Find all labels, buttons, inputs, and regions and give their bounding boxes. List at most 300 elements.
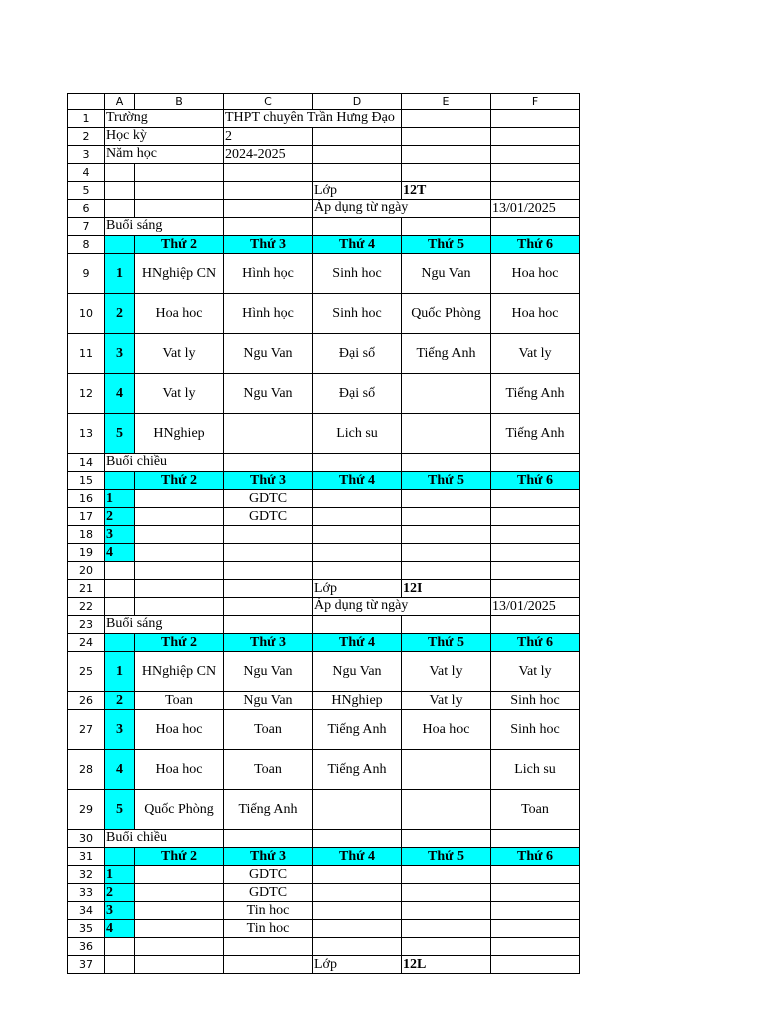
sheet-cell[interactable] [135,526,224,544]
row-number[interactable]: 37 [68,956,105,974]
sheet-cell[interactable] [105,634,135,652]
sheet-cell[interactable]: Hình học [224,254,313,294]
sheet-cell[interactable]: Tiếng Anh [491,414,580,454]
sheet-cell[interactable]: Thứ 2 [135,236,224,254]
sheet-cell[interactable] [402,526,491,544]
sheet-cell[interactable] [491,128,580,146]
sheet-row [68,956,580,974]
sheet-cell[interactable]: Hoa hoc [135,750,224,790]
sheet-cell[interactable]: Lớp [313,956,402,974]
cell-text: THPT chuyên Trần Hưng Đạo [225,110,395,125]
sheet-cell[interactable] [313,544,402,562]
sheet-row [68,254,580,294]
sheet-cell[interactable]: Lich su [313,414,402,454]
sheet-row [68,374,580,414]
sheet-cell[interactable]: Vat ly [135,374,224,414]
sheet-cell[interactable] [224,616,313,634]
sheet-row [68,200,580,218]
sheet-cell[interactable]: Đại số [313,374,402,414]
sheet-row [68,294,580,334]
sheet-cell[interactable] [491,218,580,236]
sheet-row [68,236,580,254]
sheet-cell[interactable]: Tiếng Anh [313,750,402,790]
sheet-cell[interactable]: Sinh hoc [491,692,580,710]
sheet-row [68,790,580,830]
sheet-cell[interactable]: Sinh hoc [491,710,580,750]
sheet-cell[interactable]: Lớp [313,182,402,200]
sheet-cell[interactable]: Thứ 6 [491,472,580,490]
sheet-cell[interactable]: Thứ 5 [402,848,491,866]
row-number[interactable]: 25 [68,652,105,692]
sheet-cell[interactable] [224,110,402,128]
row-number[interactable]: 35 [68,920,105,938]
row-number[interactable]: 20 [68,562,105,580]
sheet-cell[interactable] [491,146,580,164]
sheet-cell[interactable] [105,236,135,254]
sheet-row [68,414,580,454]
sheet-cell[interactable] [105,938,135,956]
sheet-cell[interactable]: 1 [105,490,135,508]
sheet-cell[interactable] [402,902,491,920]
sheet-cell[interactable]: Tiếng Anh [313,710,402,750]
row-number[interactable]: 22 [68,598,105,616]
sheet-cell[interactable] [105,830,224,848]
sheet-cell[interactable]: HNghiệp CN [135,254,224,294]
cell-text: Trường [106,110,148,125]
sheet-cell[interactable]: 3 [105,526,135,544]
sheet-cell[interactable] [313,218,402,236]
sheet-cell[interactable]: HNghiep [313,692,402,710]
sheet-cell[interactable] [491,544,580,562]
sheet-cell[interactable]: 1 [105,254,135,294]
sheet-cell[interactable]: Quốc Phòng [402,294,491,334]
sheet-cell[interactable] [313,508,402,526]
sheet-cell[interactable]: Thứ 6 [491,848,580,866]
sheet-cell[interactable] [402,146,491,164]
sheet-row [68,164,580,182]
sheet-cell[interactable] [313,526,402,544]
row-number[interactable]: 9 [68,254,105,294]
sheet-cell[interactable] [491,956,580,974]
row-number[interactable]: 19 [68,544,105,562]
sheet-cell[interactable] [135,508,224,526]
row-number[interactable]: 32 [68,866,105,884]
sheet-cell[interactable]: Tiếng Anh [224,790,313,830]
sheet-row [68,490,580,508]
sheet-cell[interactable]: Ngu Van [224,692,313,710]
sheet-cell[interactable] [135,884,224,902]
sheet-cell[interactable]: Tiếng Anh [491,374,580,414]
sheet-cell[interactable]: 2 [105,692,135,710]
row-number[interactable]: 17 [68,508,105,526]
sheet-row [68,938,580,956]
row-number[interactable]: 36 [68,938,105,956]
column-header-e[interactable]: E [402,94,491,110]
sheet-cell[interactable] [105,146,224,164]
sheet-cell[interactable]: Ngu Van [224,652,313,692]
sheet-cell[interactable] [491,616,580,634]
sheet-cell[interactable] [105,454,224,472]
sheet-cell[interactable]: Thứ 4 [313,634,402,652]
sheet-cell[interactable]: Hoa hoc [135,294,224,334]
sheet-row [68,182,580,200]
sheet-cell[interactable] [313,200,491,218]
sheet-cell[interactable] [224,454,313,472]
sheet-cell[interactable]: 1 [105,652,135,692]
sheet-cell[interactable] [402,218,491,236]
row-number[interactable]: 18 [68,526,105,544]
sheet-cell[interactable] [491,580,580,598]
sheet-row [68,634,580,652]
sheet-cell[interactable] [105,200,135,218]
sheet-cell[interactable]: Ngu Van [224,374,313,414]
row-number[interactable]: 30 [68,830,105,848]
sheet-cell[interactable] [105,472,135,490]
sheet-cell[interactable] [402,164,491,182]
row-number[interactable]: 28 [68,750,105,790]
sheet-cell[interactable] [491,884,580,902]
sheet-cell[interactable]: Toan [224,750,313,790]
sheet-cell[interactable] [105,218,224,236]
sheet-cell[interactable] [224,598,313,616]
row-number[interactable]: 33 [68,884,105,902]
sheet-cell[interactable]: 4 [105,374,135,414]
sheet-cell[interactable]: 12L [402,956,491,974]
sheet-cell[interactable] [313,146,402,164]
sheet-cell[interactable]: Toan [491,790,580,830]
sheet-row [68,508,580,526]
sheet-cell[interactable]: Thứ 3 [224,472,313,490]
row-number[interactable]: 15 [68,472,105,490]
sheet-row [68,616,580,634]
sheet-row [68,544,580,562]
sheet-cell[interactable]: Ngu Van [402,254,491,294]
sheet-cell[interactable]: HNghiep [135,414,224,454]
sheet-cell[interactable] [135,490,224,508]
row-number[interactable]: 16 [68,490,105,508]
sheet-cell[interactable] [224,830,313,848]
sheet-cell[interactable] [491,508,580,526]
sheet-cell[interactable]: Thứ 4 [313,236,402,254]
sheet-cell[interactable]: 2 [105,294,135,334]
column-header-f[interactable]: F [491,94,580,110]
sheet-cell[interactable]: 2 [105,508,135,526]
sheet-cell[interactable] [135,164,224,182]
sheet-cell[interactable] [491,920,580,938]
sheet-cell[interactable] [224,562,313,580]
sheet-cell[interactable] [135,938,224,956]
sheet-cell[interactable] [402,374,491,414]
sheet-cell[interactable]: Thứ 2 [135,634,224,652]
sheet-row [68,562,580,580]
sheet-cell[interactable]: Thứ 3 [224,634,313,652]
row-number[interactable]: 2 [68,128,105,146]
sheet-cell[interactable]: Sinh hoc [313,294,402,334]
sheet-cell[interactable] [135,902,224,920]
row-number[interactable]: 23 [68,616,105,634]
sheet-cell[interactable] [313,830,402,848]
sheet-cell[interactable] [135,562,224,580]
sheet-cell[interactable]: Lớp [313,580,402,598]
sheet-cell[interactable]: Hoa hoc [491,254,580,294]
cell-text: Áp dụng từ ngày [314,200,409,215]
sheet-cell[interactable]: Ngu Van [224,334,313,374]
sheet-cell[interactable] [402,508,491,526]
sheet-cell[interactable]: Thứ 2 [135,848,224,866]
sheet-row [68,580,580,598]
sheet-cell[interactable]: 3 [105,902,135,920]
sheet-cell[interactable] [313,128,402,146]
sheet-cell[interactable] [105,580,135,598]
row-number[interactable]: 34 [68,902,105,920]
sheet-cell[interactable]: Ngu Van [313,652,402,692]
sheet-cell[interactable] [491,902,580,920]
sheet-cell[interactable]: Đại số [313,334,402,374]
sheet-cell[interactable]: Tin hoc [224,920,313,938]
sheet-row [68,472,580,490]
sheet-cell[interactable]: Thứ 3 [224,848,313,866]
sheet-cell[interactable] [313,164,402,182]
cell-text: Áp dụng từ ngày [314,598,409,613]
sheet-cell[interactable] [402,110,491,128]
sheet-cell[interactable] [402,454,491,472]
sheet-cell[interactable]: Vat ly [491,334,580,374]
sheet-cell[interactable]: GDTC [224,490,313,508]
sheet-cell[interactable] [491,866,580,884]
sheet-cell[interactable] [224,414,313,454]
sheet-cell[interactable] [313,790,402,830]
sheet-cell[interactable] [402,920,491,938]
sheet-cell[interactable]: Tin hoc [224,902,313,920]
sheet-cell[interactable] [224,938,313,956]
sheet-cell[interactable] [402,750,491,790]
sheet-cell[interactable]: Toan [224,710,313,750]
sheet-cell[interactable] [105,848,135,866]
sheet-cell[interactable] [402,128,491,146]
cell-text: Buổi chiều [106,454,168,469]
sheet-cell[interactable]: Vat ly [491,652,580,692]
sheet-cell[interactable]: Thứ 5 [402,472,491,490]
sheet-row [68,218,580,236]
sheet-row [68,848,580,866]
row-number[interactable]: 14 [68,454,105,472]
sheet-cell[interactable]: Tiếng Anh [402,334,491,374]
sheet-cell[interactable]: GDTC [224,508,313,526]
sheet-cell[interactable] [135,200,224,218]
sheet-cell[interactable] [402,562,491,580]
row-number[interactable]: 26 [68,692,105,710]
sheet-cell[interactable] [402,830,491,848]
sheet-cell[interactable] [313,938,402,956]
sheet-cell[interactable] [313,902,402,920]
sheet-row [68,598,580,616]
column-header-c[interactable]: C [224,94,313,110]
sheet-cell[interactable] [105,616,224,634]
sheet-cell[interactable]: Thứ 4 [313,472,402,490]
sheet-cell[interactable] [491,490,580,508]
row-number[interactable]: 10 [68,294,105,334]
sheet-cell[interactable] [135,544,224,562]
sheet-cell[interactable] [491,562,580,580]
row-number[interactable]: 29 [68,790,105,830]
sheet-cell[interactable] [313,920,402,938]
sheet-cell[interactable]: Thứ 5 [402,236,491,254]
sheet-cell[interactable] [313,598,491,616]
sheet-cell[interactable]: Thứ 3 [224,236,313,254]
sheet-cell[interactable]: Lich su [491,750,580,790]
row-number[interactable]: 5 [68,182,105,200]
sheet-cell[interactable]: 4 [105,920,135,938]
sheet-cell[interactable]: GDTC [224,884,313,902]
sheet-cell[interactable] [135,580,224,598]
sheet-cell[interactable] [313,454,402,472]
sheet-row [68,830,580,848]
sheet-cell[interactable]: 5 [105,790,135,830]
sheet-cell[interactable] [224,182,313,200]
row-number[interactable]: 1 [68,110,105,128]
sheet-row [68,334,580,374]
sheet-cell[interactable] [224,544,313,562]
sheet-cell[interactable]: Thứ 6 [491,634,580,652]
sheet-cell[interactable] [105,164,135,182]
sheet-cell[interactable] [105,128,224,146]
sheet-row [68,750,580,790]
row-number[interactable]: 13 [68,414,105,454]
row-number[interactable]: 6 [68,200,105,218]
sheet-cell[interactable] [491,454,580,472]
cell-text: Buổi sáng [106,616,163,631]
row-number[interactable]: 31 [68,848,105,866]
sheet-cell[interactable] [402,938,491,956]
sheet-cell[interactable]: Vat ly [135,334,224,374]
row-number[interactable]: 24 [68,634,105,652]
sheet-row [68,128,580,146]
sheet-cell[interactable] [402,884,491,902]
sheet-cell[interactable]: 12I [402,580,491,598]
sheet-cell[interactable] [105,562,135,580]
sheet-row [68,902,580,920]
sheet-cell[interactable] [491,182,580,200]
sheet-row [68,652,580,692]
row-number[interactable]: 4 [68,164,105,182]
sheet-row [68,884,580,902]
sheet-row [68,110,580,128]
sheet-cell[interactable] [313,884,402,902]
sheet-cell[interactable] [135,866,224,884]
sheet-cell[interactable]: Hoa hoc [135,710,224,750]
sheet-cell[interactable]: Thứ 4 [313,848,402,866]
sheet-cell[interactable] [313,490,402,508]
sheet-cell[interactable]: Thứ 6 [491,236,580,254]
sheet-cell[interactable]: 5 [105,414,135,454]
sheet-row [68,920,580,938]
row-number[interactable]: 3 [68,146,105,164]
sheet-cell[interactable]: Sinh hoc [313,254,402,294]
sheet-cell[interactable]: 1 [105,866,135,884]
sheet-cell[interactable] [224,956,313,974]
sheet-cell[interactable] [224,200,313,218]
sheet-cell[interactable] [135,182,224,200]
timetable-sheet [67,93,580,974]
sheet-cell[interactable]: 2 [224,128,313,146]
sheet-cell[interactable]: 13/01/2025 [491,598,580,616]
sheet-cell[interactable] [402,866,491,884]
sheet-row [68,146,580,164]
sheet-cell[interactable]: Vat ly [402,652,491,692]
row-number[interactable]: 12 [68,374,105,414]
spreadsheet-page [67,93,580,974]
sheet-cell[interactable] [224,218,313,236]
sheet-cell[interactable] [491,110,580,128]
sheet-cell[interactable]: 4 [105,544,135,562]
sheet-cell[interactable] [313,562,402,580]
sheet-cell[interactable] [402,490,491,508]
sheet-cell[interactable]: Hình học [224,294,313,334]
sheet-cell[interactable] [491,938,580,956]
sheet-cell[interactable] [135,956,224,974]
sheet-cell[interactable] [105,598,135,616]
sheet-cell[interactable]: 2 [105,884,135,902]
sheet-row [68,710,580,750]
sheet-cell[interactable]: 12T [402,182,491,200]
sheet-cell[interactable] [135,598,224,616]
sheet-cell[interactable] [402,414,491,454]
sheet-cell[interactable] [105,956,135,974]
sheet-cell[interactable] [402,790,491,830]
sheet-cell[interactable] [224,526,313,544]
sheet-cell[interactable]: Thứ 5 [402,634,491,652]
sheet-cell[interactable]: 4 [105,750,135,790]
sheet-cell[interactable]: Hoa hoc [402,710,491,750]
row-number[interactable]: 7 [68,218,105,236]
column-header-d[interactable]: D [313,94,402,110]
sheet-cell[interactable]: 3 [105,334,135,374]
sheet-cell[interactable] [313,616,402,634]
sheet-cell[interactable] [402,544,491,562]
sheet-cell[interactable]: GDTC [224,866,313,884]
column-header-a[interactable]: A [105,94,135,110]
sheet-cell[interactable]: Thứ 2 [135,472,224,490]
sheet-cell[interactable] [491,526,580,544]
row-number[interactable]: 27 [68,710,105,750]
sheet-cell[interactable]: Hoa hoc [491,294,580,334]
cell-text: Buổi sáng [106,218,163,233]
sheet-cell[interactable] [135,920,224,938]
select-all-corner[interactable] [68,94,105,110]
row-number[interactable]: 21 [68,580,105,598]
sheet-cell[interactable]: 13/01/2025 [491,200,580,218]
row-number[interactable]: 11 [68,334,105,374]
sheet-cell[interactable]: Toan [135,692,224,710]
sheet-cell[interactable] [313,866,402,884]
cell-text: Năm học [106,146,157,161]
sheet-cell[interactable] [402,616,491,634]
row-number[interactable]: 8 [68,236,105,254]
sheet-cell[interactable]: HNghiệp CN [135,652,224,692]
sheet-row [68,454,580,472]
sheet-cell[interactable]: 3 [105,710,135,750]
sheet-cell[interactable]: Vat ly [402,692,491,710]
sheet-cell[interactable] [224,164,313,182]
sheet-cell[interactable] [491,164,580,182]
sheet-cell[interactable] [105,110,224,128]
sheet-cell[interactable] [105,182,135,200]
sheet-cell[interactable]: Quốc Phòng [135,790,224,830]
sheet-cell[interactable]: 2024-2025 [224,146,313,164]
column-header-b[interactable]: B [135,94,224,110]
sheet-cell[interactable] [224,580,313,598]
sheet-cell[interactable] [491,830,580,848]
